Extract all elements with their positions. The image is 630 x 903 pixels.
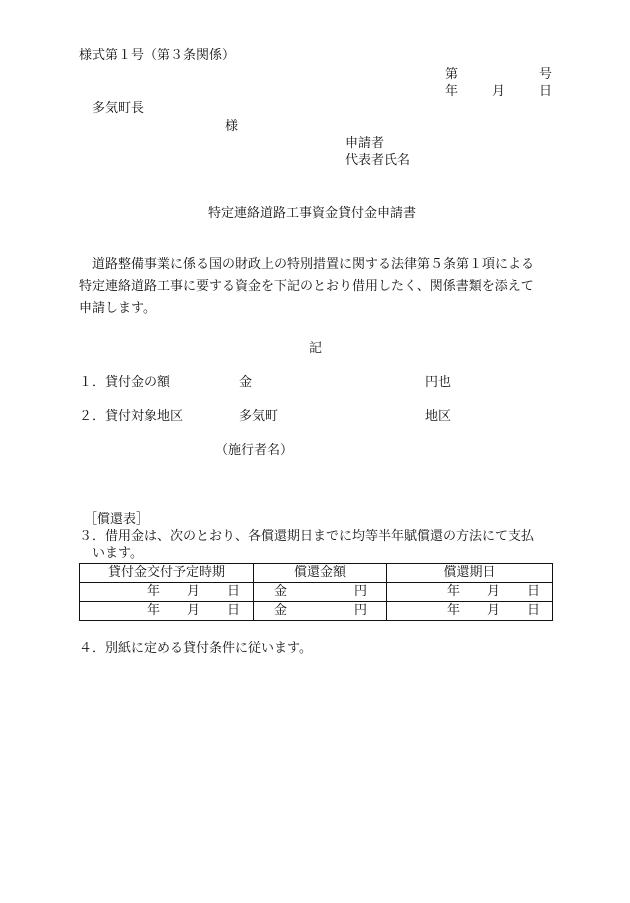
loan-amount-label: １．貸付金の額 [79,375,171,390]
doc-number-prefix: 第 [445,67,459,82]
body-line: 申請します。 [79,301,156,316]
disbursement-date-cell: 年 月 日 [80,583,254,602]
body-line: 道路整備事業に係る国の財政上の特別措置に関する法律第５条第１項による [92,257,535,272]
repayment-heading: ［償還表］ [84,512,150,527]
header-repayment-amount: 償還金額 [254,564,387,583]
table-header-row [80,564,553,583]
repayment-clause-line: ３．借用金は、次のとおり、各償還期日までに均等半年賦償還の方法にて支払 [79,529,535,544]
date-day: 日 [539,84,553,99]
date-month: 月 [492,84,506,99]
loan-amount-kin: 金 [239,375,253,390]
addressee: 多気町長 [92,101,145,116]
header-repayment-date: 償還期日 [387,564,553,583]
target-area-district: 地区 [425,409,452,424]
date-year: 年 [445,84,459,99]
applicant-label: 申請者 [345,136,385,151]
header-disbursement-date: 貸付金交付予定時期 [80,564,254,583]
repayment-table [79,563,553,621]
table-row [80,583,553,602]
repayment-amount-cell: 金 円 [254,583,387,602]
ki-heading: 記 [309,341,323,356]
loan-conditions-clause: ４．別紙に定める貸付条件に従います。 [79,641,312,656]
repayment-amount-cell: 金 円 [254,602,387,621]
repayment-date-cell: 年 月 日 [387,602,553,621]
addressee-honorific: 様 [225,119,239,134]
target-area-label: ２．貸付対象地区 [79,409,184,424]
disbursement-date-cell: 年 月 日 [80,602,254,621]
contractor-name-label: （施行者名） [215,443,294,458]
document-title: 特定連絡道路工事資金貸付金申請書 [208,206,417,221]
body-paragraph [79,254,552,320]
loan-amount-yen: 円也 [425,375,452,390]
form-number: 様式第１号（第３条関係） [79,48,236,63]
target-area-town: 多気町 [239,409,279,424]
repayment-clause-line: います。 [92,546,143,561]
repayment-date-cell: 年 月 日 [387,583,553,602]
table-row [80,602,553,621]
doc-number-suffix: 号 [539,67,553,82]
body-line: 特定連絡道路工事に要する資金を下記のとおり借用したく、関係書類を添えて [79,279,534,294]
representative-name-label: 代表者氏名 [345,153,411,168]
